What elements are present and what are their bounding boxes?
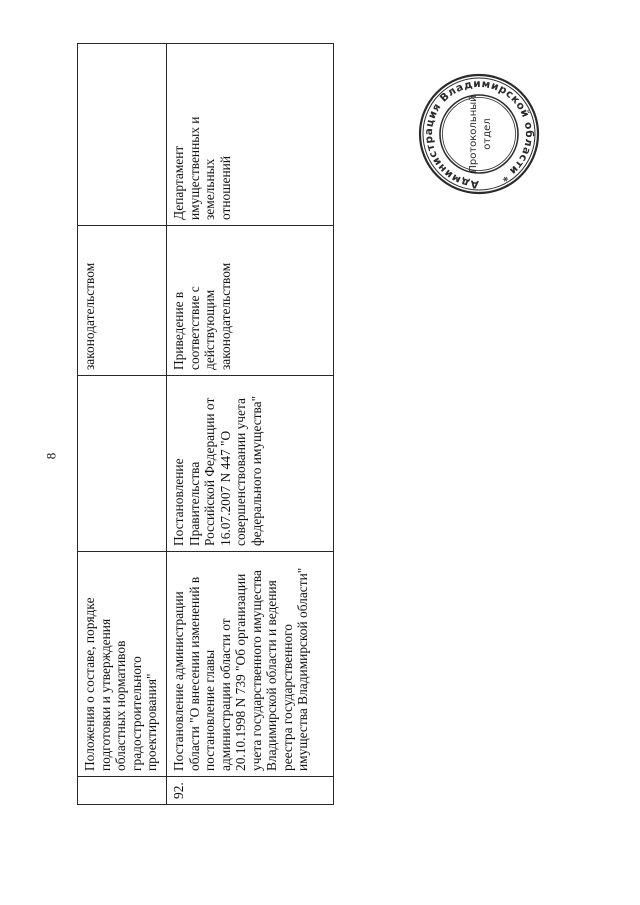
cell-reason: законодательством bbox=[78, 226, 167, 376]
stamp-seal-icon bbox=[417, 72, 541, 196]
cell-legal-basis bbox=[78, 376, 167, 552]
cell-act-title: Положения о составе, порядке подготовки и утверждения областных нормативов градостроительного проектирования" bbox=[78, 552, 167, 777]
table-row bbox=[167, 44, 334, 805]
cell-department bbox=[78, 44, 167, 226]
cell-reason: Приведение в соответствие с действующим законодательством bbox=[167, 226, 334, 376]
stamp-center-line2: отдел bbox=[482, 118, 493, 150]
cell-legal-basis: Постановление Правительства Российской Федерации от 16.07.2007 N 447 "О совершенствовании учета федерального имущества" bbox=[167, 376, 334, 552]
cell-act-title: Постановление администрации области "О внесении изменений в постановление главы администрации области от 20.10.1998 N 739 "Об организации учета государственного имущества Владимирской области и ведения реестра государственного имущества Владимирской области" bbox=[167, 552, 334, 777]
legal-acts-table bbox=[77, 43, 334, 805]
official-stamp bbox=[417, 72, 541, 196]
stamp-ring-text: Администрация Владимирской области * bbox=[422, 77, 536, 191]
cell-row-number bbox=[78, 777, 167, 805]
cell-row-number: 92. bbox=[167, 777, 334, 805]
rotated-table-container bbox=[77, 44, 333, 805]
stamp-center-line1: Протокольный bbox=[468, 95, 479, 173]
cell-department: Департамент имущественных и земельных отношений bbox=[167, 44, 334, 226]
page-number: 8 bbox=[43, 452, 59, 460]
table-row bbox=[78, 44, 167, 805]
